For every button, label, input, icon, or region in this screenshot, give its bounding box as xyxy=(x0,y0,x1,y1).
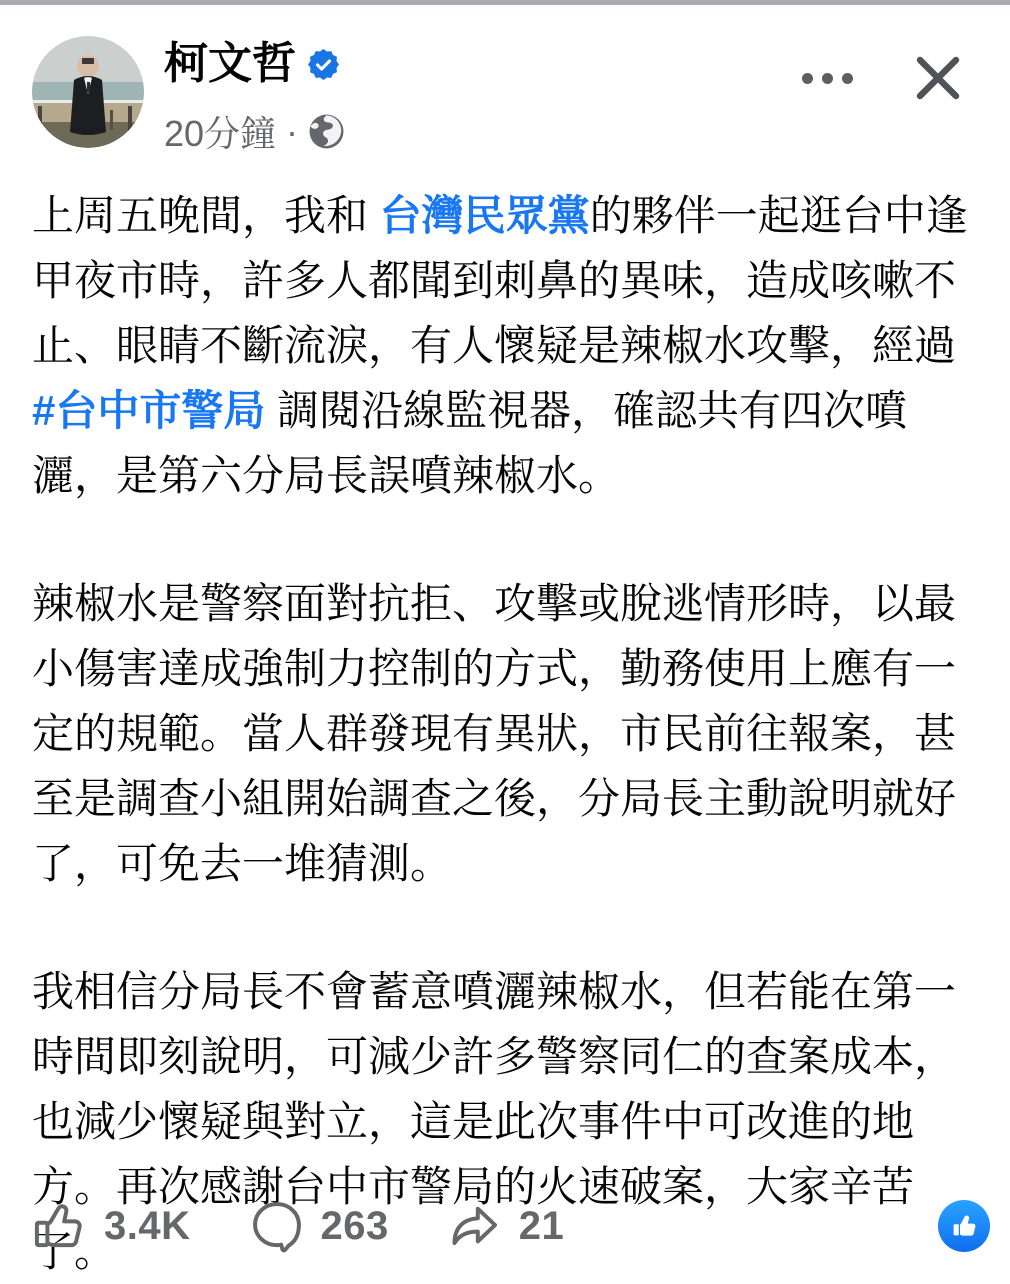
like-count: 3.4K xyxy=(104,1203,191,1248)
timestamp-separator: · xyxy=(286,110,299,152)
comment-icon xyxy=(249,1198,305,1254)
post-body xyxy=(32,183,978,1284)
post-text: 我相信分局長不會蓄意噴灑辣椒水，但若能在第一時間即刻說明，可減少許多警察同仁的查案成本，也減少懷疑與對立，這是此次事件中可改進的地方。再次感謝台中市警局的火速破案，大家辛苦了。 xyxy=(32,968,957,1276)
post-link[interactable]: 台灣民眾黨 xyxy=(379,192,590,240)
post-text: 的夥伴一起逛台中逢甲夜市時，許多人都聞到刺鼻的異味，造成咳嗽不止、眼睛不斷流淚，有人懷疑是辣椒水攻擊，經過 xyxy=(32,192,968,370)
thumbs-up-filled-icon xyxy=(948,1210,980,1242)
post-timestamp[interactable]: 20分鐘 xyxy=(164,113,277,155)
more-options-dot xyxy=(822,73,833,84)
more-options-dot xyxy=(842,73,853,84)
post-footer xyxy=(32,1198,990,1254)
verified-badge-icon xyxy=(308,49,339,80)
more-options-button[interactable] xyxy=(792,48,862,108)
header-controls xyxy=(792,46,978,110)
comment-count: 263 xyxy=(320,1203,389,1248)
share-count: 21 xyxy=(518,1203,565,1248)
public-globe-icon xyxy=(308,113,345,150)
post-header xyxy=(32,36,978,157)
more-options-dot xyxy=(802,73,813,84)
close-button[interactable] xyxy=(898,46,978,110)
post-link[interactable]: #台中市警局 xyxy=(32,387,266,435)
post-text: 辣椒水是警察面對抗拒、攻擊或脫逃情形時，以最小傷害達成強制力控制的方式，勤務使用上應有一定的規範。當人群發現有異狀，市民前往報案，甚至是調查小組開始調查之後，分局長主動說明就好了，可免去一堆猜測。 xyxy=(32,580,957,888)
post-text: 調閱沿線監視器，確認共有四次噴灑，是第六分局長誤噴辣椒水。 xyxy=(32,387,908,500)
close-icon xyxy=(911,51,965,105)
post-text: 上周五晚間，我和 xyxy=(32,192,380,240)
avatar[interactable] xyxy=(32,36,144,148)
post-paragraph xyxy=(32,571,978,896)
post-paragraph xyxy=(32,183,978,508)
header-meta xyxy=(164,36,345,157)
post-card xyxy=(0,8,1010,1284)
author-name[interactable]: 柯文哲 xyxy=(164,39,296,88)
thumbs-up-icon xyxy=(32,1198,88,1254)
share-icon xyxy=(447,1198,503,1254)
share-stat[interactable] xyxy=(447,1198,565,1254)
like-stat[interactable] xyxy=(32,1198,191,1254)
avatar-photo xyxy=(32,36,144,148)
like-reaction-badge[interactable] xyxy=(938,1200,990,1252)
comment-stat[interactable] xyxy=(249,1198,389,1254)
